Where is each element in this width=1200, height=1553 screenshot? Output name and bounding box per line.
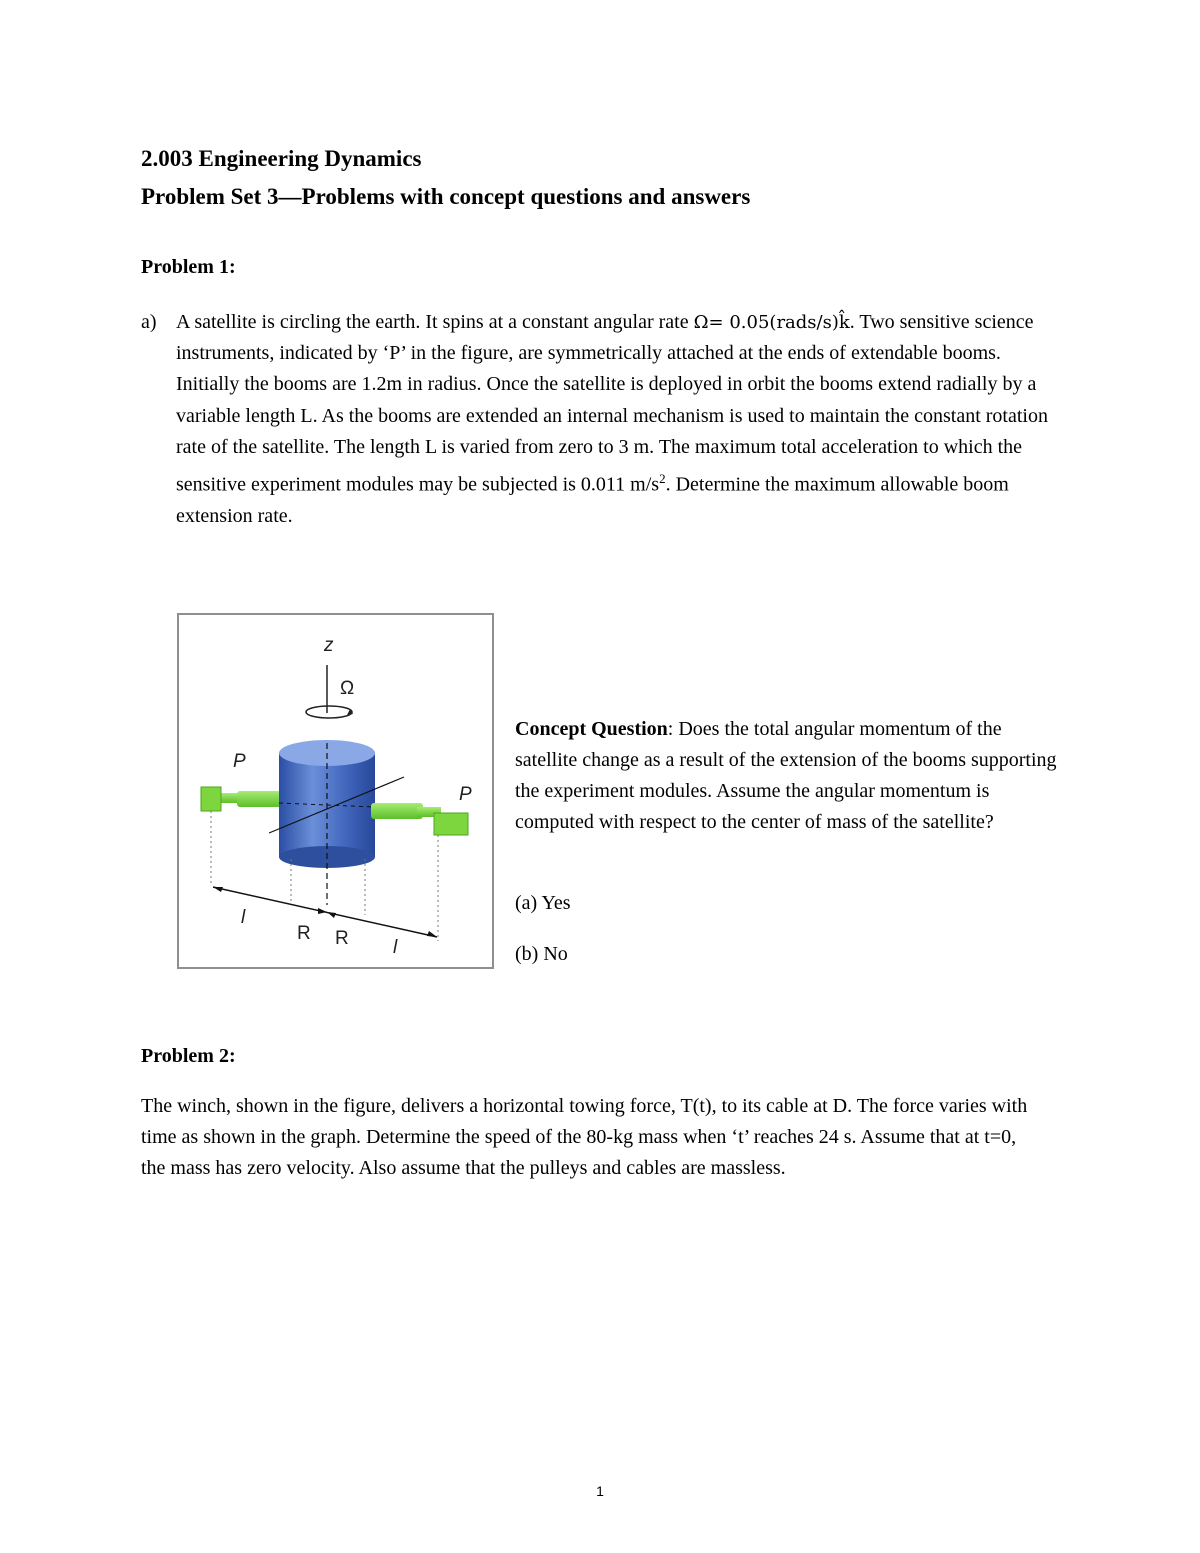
dim-arrowhead <box>427 931 437 937</box>
problem-1-text-end: . Determine the maximum allowable boom extension rate. <box>176 473 1009 527</box>
right-module <box>434 813 468 835</box>
page-number: 1 <box>596 1483 604 1499</box>
accel-exponent: 2 <box>659 471 666 487</box>
dim-left-l-label: l <box>241 907 246 928</box>
right-module-label: P <box>459 784 472 805</box>
omega-formula: Ω= 0.05(rads/s)k̂ <box>693 312 850 333</box>
dim-arrowhead <box>318 908 327 914</box>
dim-arrowhead <box>327 912 336 918</box>
problem-2-text: The winch, shown in the figure, delivers a horizontal towing force, T(t), to its cable at D. The force varies with time as shown in the graph. Determine the speed of the 80-kg mass when ‘t’ reaches 24 s. Assume that at t=0, the mass has zero velocity. Also assume that the pulleys and cables are massless. <box>141 1095 1028 1180</box>
answer-option-b: (b) No <box>515 943 568 965</box>
dim-arrowhead <box>213 887 223 892</box>
satellite-figure <box>177 613 494 969</box>
satellite-diagram <box>179 615 492 967</box>
z-axis-label: z <box>324 635 334 656</box>
problem-set-subtitle: Problem Set 3—Problems with concept questions and answers <box>141 184 751 209</box>
left-module <box>201 787 221 811</box>
answer-option-a: (a) Yes <box>515 892 571 914</box>
problem-1-text-middle: . Two sensitive science instruments, indicated by ‘P’ in the figure, are symmetrically attached at the ends of extendable booms. Initially the booms are 1.2m in radius. Once the satellite is deployed in orbit the booms extend radially by a variable length L. As the booms are extended an internal mechanism is used to maintain the constant rotation rate of the satellite. The length L is varied from zero to 3 m. The maximum total acceleration to which the sensitive experiment modules may be subjected is 0.011 m/s <box>176 311 1048 496</box>
dim-right-R-label: R <box>335 928 349 949</box>
problem-1-item-label: a) <box>141 311 157 333</box>
omega-label: Ω <box>340 678 355 699</box>
left-module-label: P <box>233 751 246 772</box>
course-title: 2.003 Engineering Dynamics <box>141 146 422 171</box>
problem-1-heading: Problem 1: <box>141 256 236 278</box>
concept-question <box>515 714 1063 838</box>
concept-question-label: Concept Question <box>515 718 668 740</box>
problem-1-text-start: A satellite is circling the earth. It spins at a constant angular rate <box>176 311 694 333</box>
problem-1-text <box>176 307 1060 532</box>
rotation-arrow <box>306 706 352 718</box>
concept-question-text: : Does the total angular momentum of the satellite change as a result of the extension of the booms supporting the experiment modules. Assume the angular momentum is computed with respect to the center of mass of the satellite? <box>515 718 1057 833</box>
dim-right-l-label: l <box>393 937 398 958</box>
left-boom <box>237 791 283 807</box>
dim-left-R-label: R <box>297 923 311 944</box>
problem-2-heading: Problem 2: <box>141 1045 236 1067</box>
right-boom <box>371 803 423 819</box>
